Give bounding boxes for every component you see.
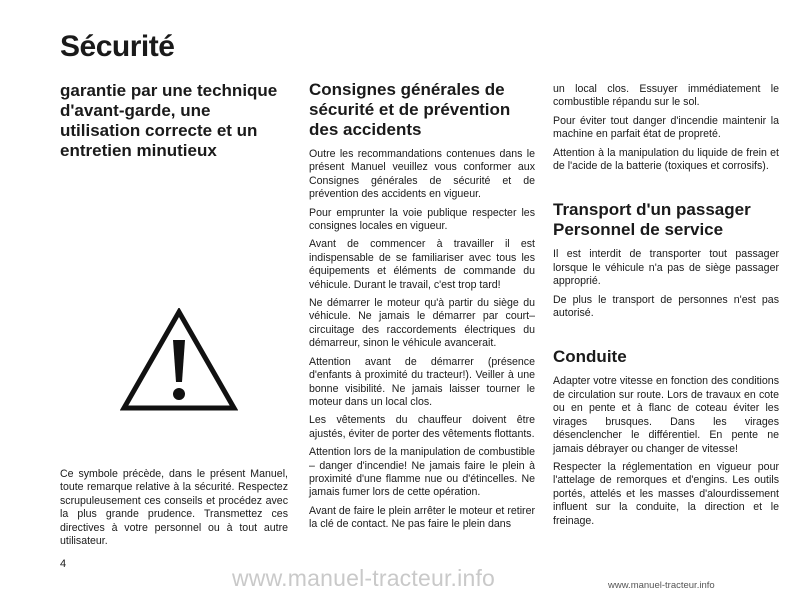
paragraph: Avant de commencer à travailler il est indispensable de se familiariser avec tous les équipements et éléments de commande du véhicule. Durant le travail, c'est trop tard!: [309, 238, 535, 291]
paragraph: Pour emprunter la voie publique respecter les consignes locales en vigueur.: [309, 206, 535, 233]
paragraph: Respecter la réglementation en vigueur pour l'attelage de remorques et d'engins. Les outils portés, attelés et les masses d'alourdissement influent sur la conduite, la direction et le freinage.: [553, 460, 779, 527]
section-transport-title: Transport d'un passager Personnel de service: [553, 200, 751, 240]
paragraph: Avant de faire le plein arrêter le moteur et retirer la clé de contact. Ne pas faire le plein dans: [309, 504, 535, 531]
paragraph: Pour éviter tout danger d'incendie maintenir la machine en parfait état de propreté.: [553, 114, 779, 141]
paragraph: Ne démarrer le moteur qu'à partir du siège du véhicule. Ne jamais le démarrer par court–circuitage des raccordements électriques du démarreur, sinon le véhicule avancerait.: [309, 297, 535, 350]
paragraph: Attention lors de la manipulation de combustible – danger d'incendie! Ne jamais faire le plein à proximité d'une flamme nue ou d'étincelles. Ne jamais fumer lors de cette opération.: [309, 446, 535, 499]
section-general-title: Consignes générales de sécurité et de prévention des accidents: [309, 80, 511, 139]
intro-text: [60, 468, 288, 553]
watermark-right: www.manuel-tracteur.info: [608, 580, 715, 591]
paragraph: Attention à la manipulation du liquide de frein et de l'acide de la batterie (toxiques et corrosifs).: [553, 146, 779, 173]
intro-paragraph: Ce symbole précède, dans le présent Manuel, toute remarque relative à la sécurité. Respectez scrupuleusement ces conseils et procédez avec la plus grande prudence. Transmettez ces directives à votre personnel ou à tout autre utilisateur.: [60, 468, 288, 548]
paragraph: Adapter votre vitesse en fonction des conditions de circulation sur route. Lors de travaux en cote ou en pente et à flanc de coteau éviter les virages brusques. Dans les virages désenclencher le différentiel. En pente ne jamais débrayer ou changer de vitesse!: [553, 375, 779, 455]
section-general-safety: [309, 80, 535, 537]
paragraph: Attention avant de démarrer (présence d'enfants à proximité du tracteur!). Veiller à une bonne visibilité. Ne jamais laisser tourner le moteur dans un local clos.: [309, 355, 535, 408]
paragraph: Les vêtements du chauffeur doivent être ajustés, éviter de porter des vêtements flottants.: [309, 414, 535, 440]
watermark-center: www.manuel-tracteur.info: [232, 565, 496, 591]
section-conduite-title: Conduite: [553, 347, 627, 367]
paragraph: un local clos. Essuyer immédiatement le combustible répandu sur le sol.: [553, 83, 779, 109]
warning-triangle-icon: [120, 308, 238, 412]
paragraph: De plus le transport de personnes n'est pas autorisé.: [553, 293, 779, 320]
subheading: garantie par une technique d'avant-garde, une utilisation correcte et un entretien minutieux: [60, 81, 278, 160]
paragraph: Il est interdit de transporter tout passager lorsque le véhicule n'a pas de siège passager approprié.: [553, 248, 779, 288]
page-title: Sécurité: [60, 30, 175, 63]
right-column: [553, 83, 779, 533]
paragraph: Outre les recommandations contenues dans le présent Manuel veuillez vous conformer aux Consignes générales de sécurité et de prévention des accidents en vigueur.: [309, 148, 535, 201]
page-number: 4: [60, 558, 67, 570]
